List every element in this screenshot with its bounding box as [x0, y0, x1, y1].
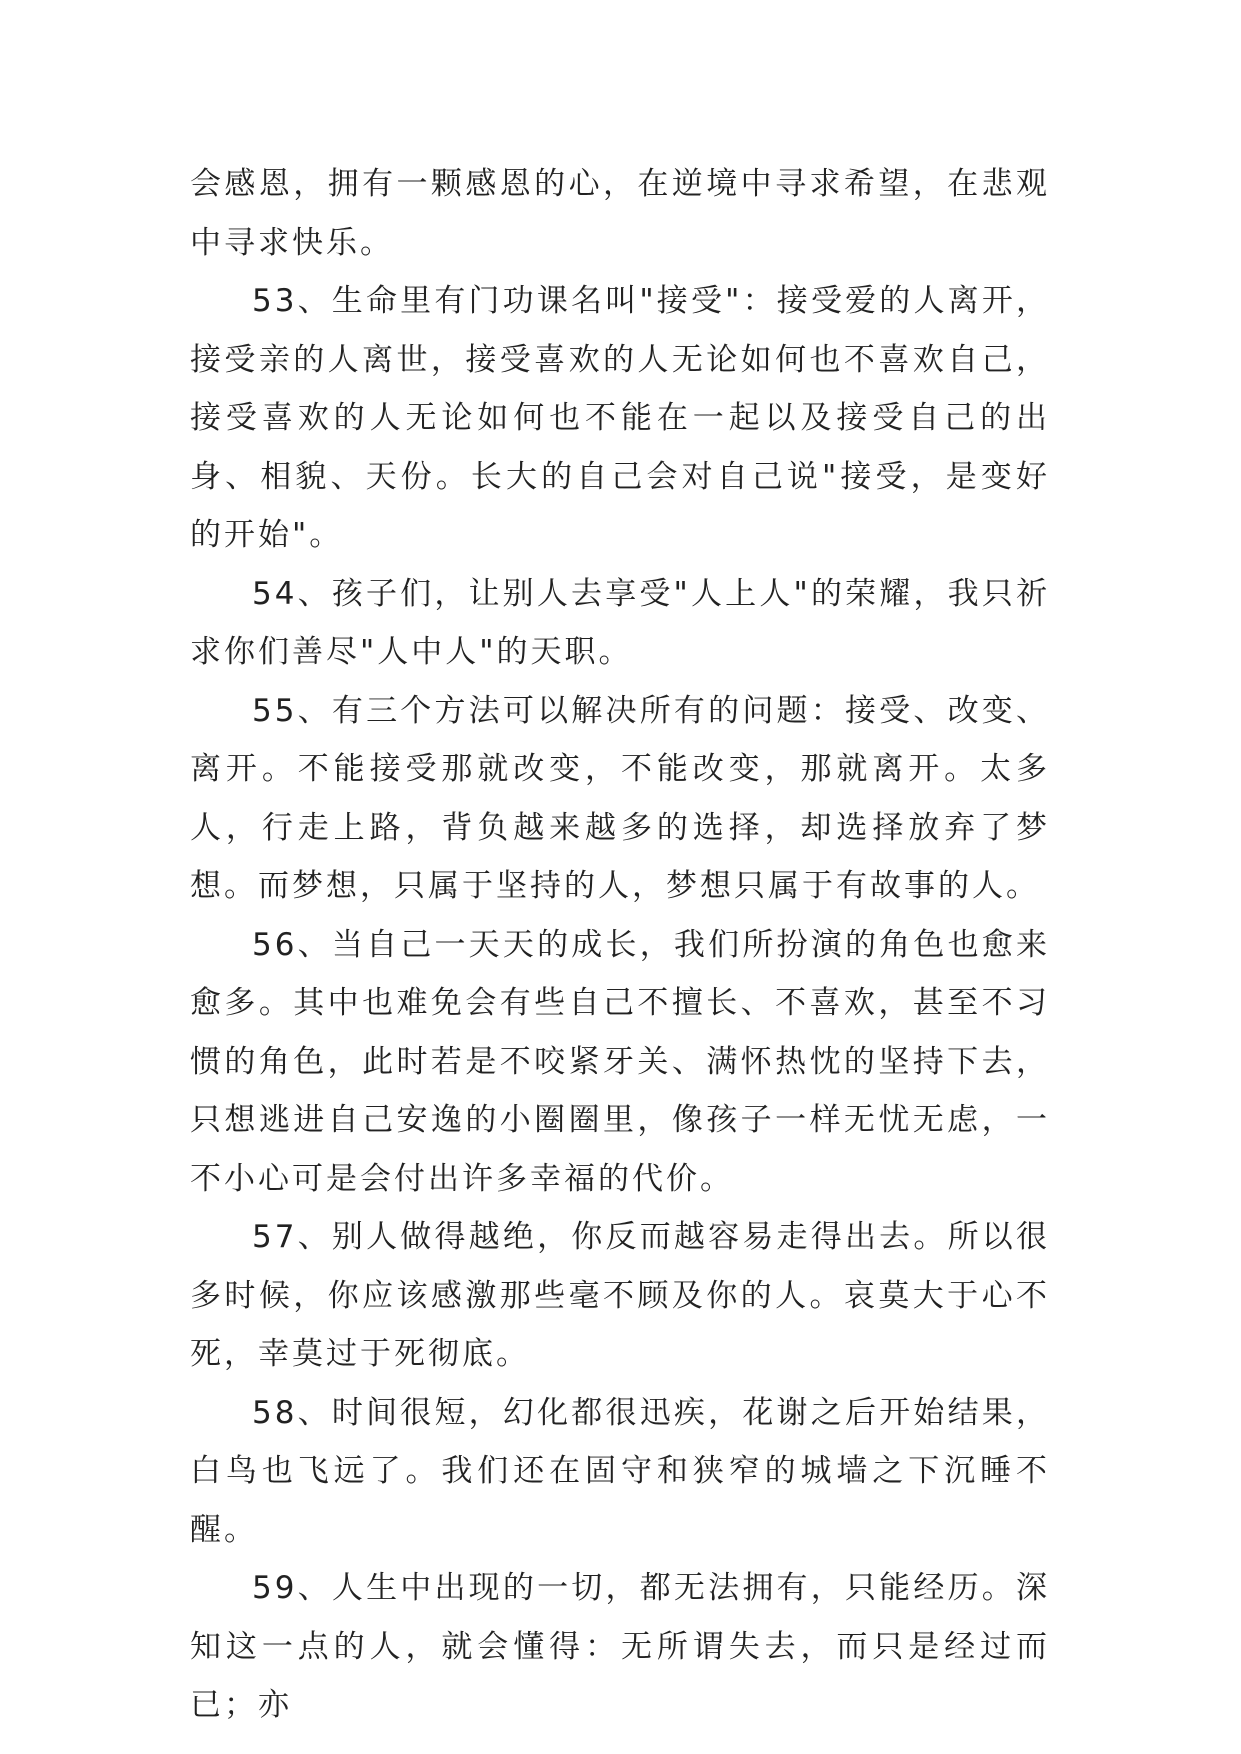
paragraph-continuation: 会感恩，拥有一颗感恩的心，在逆境中寻求希望，在悲观中寻求快乐。 [190, 166, 1050, 261]
paragraph-57: 57、别人做得越绝，你反而越容易走得出去。所以很多时候，你应该感激那些毫不顾及你的人。哀莫大于心不死，幸莫过于死彻底。 [190, 1219, 1050, 1372]
paragraph-53: 53、生命里有门功课名叫"接受"：接受爱的人离开，接受亲的人离世，接受喜欢的人无论如何也不喜欢自己，接受喜欢的人无论如何也不能在一起以及接受自己的出身、相貌、天份。长大的自己会对自己说"接受，是变好的开始"。 [190, 283, 1050, 553]
paragraph-58: 58、时间很短，幻化都很迅疾，花谢之后开始结果，白鸟也飞远了。我们还在固守和狭窄的城墙之下沉睡不醒。 [190, 1394, 1050, 1548]
paragraph-55: 55、有三个方法可以解决所有的问题：接受、改变、离开。不能接受那就改变，不能改变，那就离开。太多人，行走上路，背负越来越多的选择，却选择放弃了梦想。而梦想，只属于坚持的人，梦想只属于有故事的人。 [190, 692, 1050, 904]
paragraph-54: 54、孩子们，让别人去享受"人上人"的荣耀，我只祈求你们善尽"人中人"的天职。 [190, 575, 1050, 670]
document-body [190, 155, 1050, 1735]
paragraph-56: 56、当自己一天天的成长，我们所扮演的角色也愈来愈多。其中也难免会有些自己不擅长、不喜欢，甚至不习惯的角色，此时若是不咬紧牙关、满怀热忱的坚持下去，只想逃进自己安逸的小圈圈里，像孩子一样无忧无虑，一不小心可是会付出许多幸福的代价。 [190, 926, 1050, 1197]
paragraph-59: 59、人生中出现的一切，都无法拥有，只能经历。深知这一点的人，就会懂得：无所谓失去，而只是经过而已；亦 [190, 1570, 1050, 1723]
